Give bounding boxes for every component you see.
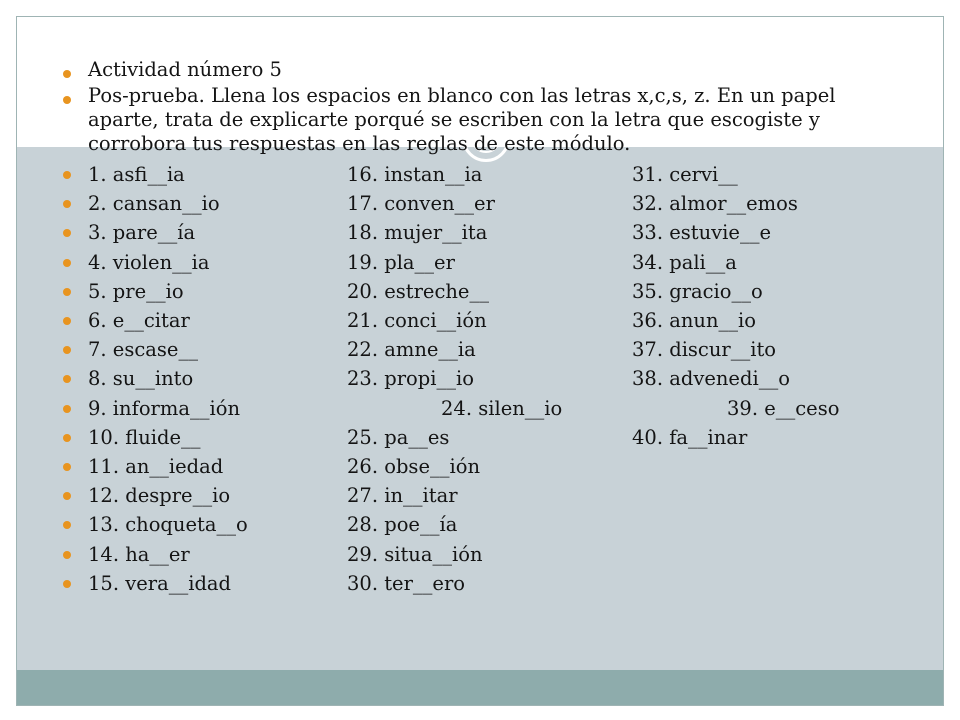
bullet-icon [63, 551, 71, 559]
exercise-row [0, 162, 960, 191]
exercise-item: 1. asfi__ia [88, 163, 185, 186]
bullet-icon [63, 521, 71, 529]
bullet-icon [63, 405, 71, 413]
exercise-row [0, 337, 960, 366]
exercise-item: 7. escase__ [88, 338, 198, 362]
exercise-item: 40. fa__inar [632, 425, 748, 449]
exercise-item: 17. conven__er [347, 192, 495, 216]
exercise-row [0, 250, 960, 279]
exercise-item: 35. gracio__o [632, 279, 763, 303]
bullet-icon [63, 200, 71, 208]
exercise-item: 33. estuvie__e [632, 221, 771, 245]
bullet-icon [63, 96, 71, 104]
exercise-item: 20. estreche__ [347, 279, 489, 303]
exercise-item: 11. an__iedad [88, 455, 224, 478]
exercise-item: 21. conci__ión [347, 309, 487, 332]
exercise-item: 34. pali__a [632, 250, 737, 274]
exercise-row [0, 542, 960, 571]
exercise-item: 2. cansan__io [88, 192, 220, 216]
exercise-row [0, 454, 960, 483]
instructions-text: Pos-prueba. Llena los espacios en blanco con las letras x,c,s, z. En un papel aparte, trata de explicarte porqué se escriben con la letra que escogiste y corrobora tus respuestas en las reglas de este módulo. [88, 84, 836, 155]
bullet-icon [63, 317, 71, 325]
exercise-item: 25. pa__es [347, 425, 450, 449]
exercise-item: 23. propi__io [347, 367, 474, 391]
exercise-row [0, 483, 960, 512]
bullet-icon [63, 171, 71, 179]
bullet-icon [63, 375, 71, 383]
exercise-row [0, 512, 960, 541]
exercise-item: 9. informa__ión [88, 396, 241, 420]
bullet-icon [63, 580, 71, 588]
exercise-item: 29. situa__ión [347, 542, 483, 566]
exercise-item: 3. pare__ía [88, 221, 196, 245]
exercise-item: 14. ha__er [88, 542, 190, 566]
exercise-item: 22. amne__ia [347, 338, 476, 362]
exercise-item: 36. anun__io [632, 309, 756, 332]
exercise-item: 30. ter__ero [347, 571, 466, 595]
exercise-row [0, 425, 960, 454]
bullet-icon [63, 259, 71, 267]
exercise-item: 13. choqueta__o [88, 513, 248, 537]
exercise-item: 37. discur__ito [632, 338, 777, 362]
bullet-icon [63, 70, 71, 78]
exercise-item: 19. pla__er [347, 250, 455, 274]
exercise-item: 32. almor__emos [632, 192, 798, 216]
bullet-icon [63, 229, 71, 237]
exercise-item: 38. advenedi__o [632, 367, 790, 391]
exercise-item: 6. e__citar [88, 309, 190, 332]
exercise-item: 24. silen__io [441, 396, 563, 420]
exercise-row [0, 366, 960, 395]
bullet-icon [63, 434, 71, 442]
bullet-icon [63, 492, 71, 500]
exercise-item: 39. e__ceso [727, 396, 840, 420]
bullet-icon [63, 288, 71, 296]
exercise-item: 26. obse__ión [347, 455, 481, 478]
exercise-item: 10. fluide__ [88, 425, 201, 449]
exercise-item: 5. pre__io [88, 279, 184, 303]
exercise-row [0, 220, 960, 249]
exercise-row [0, 279, 960, 308]
exercise-item: 16. instan__ia [347, 163, 483, 186]
exercise-row [0, 571, 960, 600]
exercise-item: 18. mujer__ita [347, 221, 488, 245]
bullet-icon [63, 346, 71, 354]
exercise-row [0, 308, 960, 337]
exercise-item: 12. despre__io [88, 484, 231, 508]
exercise-row [0, 396, 960, 425]
exercise-item: 15. vera__idad [88, 571, 232, 595]
exercise-item: 4. violen__ia [88, 250, 210, 274]
bullet-icon [63, 463, 71, 471]
exercise-row [0, 191, 960, 220]
exercise-item: 8. su__into [88, 367, 194, 391]
exercise-item: 28. poe__ía [347, 513, 458, 537]
exercise-item: 31. cervi__ [632, 163, 738, 186]
exercise-item: 27. in__itar [347, 484, 458, 508]
activity-title: Actividad número 5 [88, 58, 282, 81]
